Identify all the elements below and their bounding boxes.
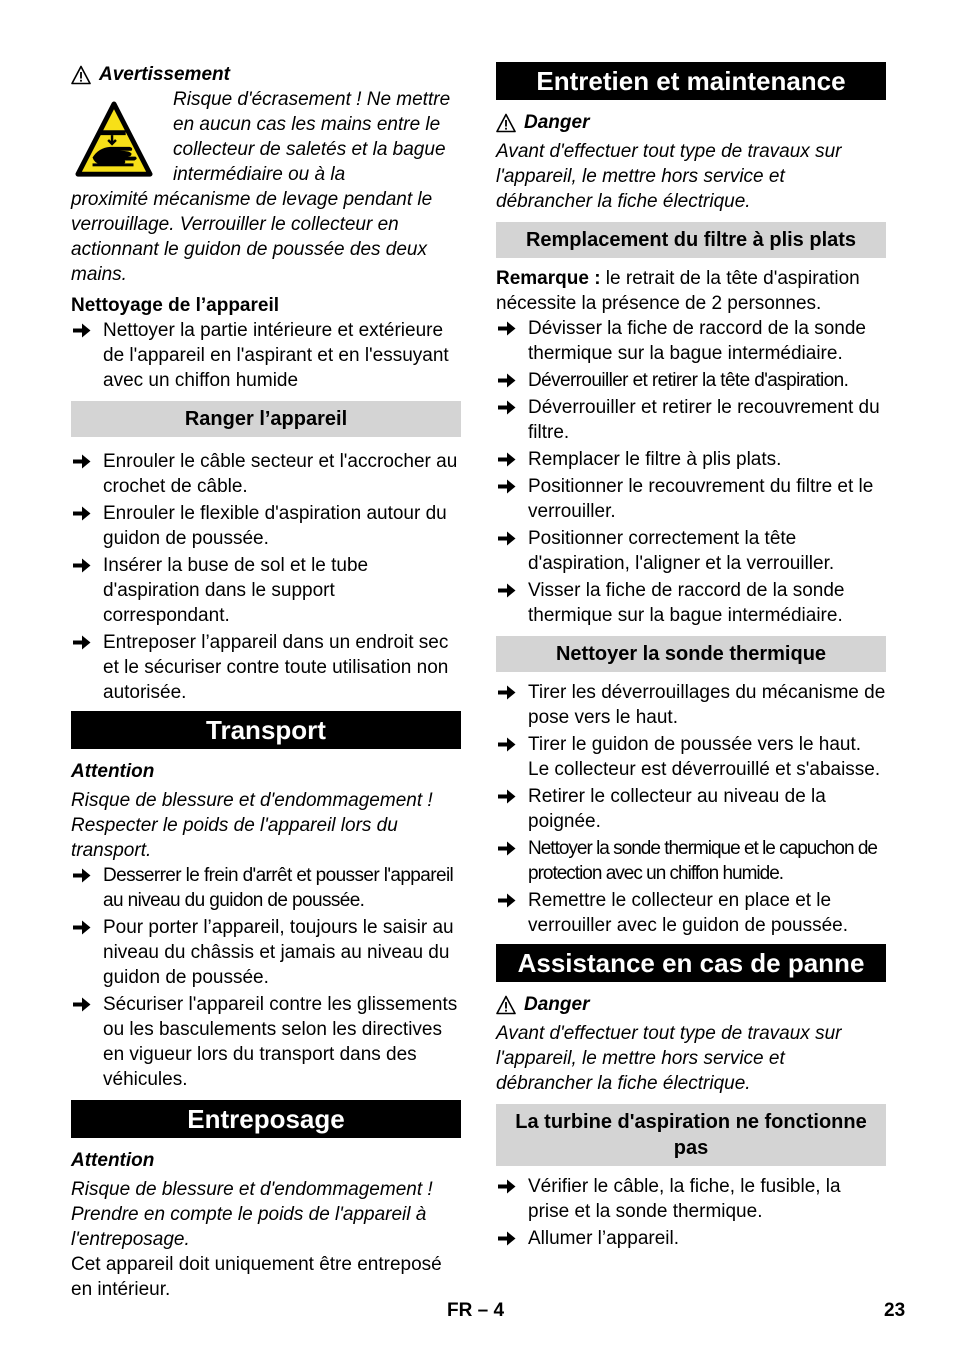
troubleshooting-danger-heading — [496, 992, 886, 1017]
arrow-icon — [498, 893, 516, 908]
transport-attention-title: Attention — [71, 761, 155, 782]
arrow-icon — [73, 920, 91, 935]
arrow-icon — [498, 841, 516, 856]
arrow-icon — [498, 1231, 516, 1246]
left-column — [71, 62, 461, 1302]
list-item: Tirer le guidon de poussée vers le haut. Le collecteur est déverrouillé et s'abaisse. — [496, 732, 886, 782]
storage-attention-text: Risque de blessure et d'endommagement ! Prendre en compte le poids de l'appareil à l'entreposage. — [71, 1179, 433, 1250]
maintenance-heading: Entretien et maintenance — [496, 62, 886, 100]
storage-text: Cet appareil doit uniquement être entreposé en intérieur. — [71, 1254, 442, 1300]
transport-heading: Transport — [71, 711, 461, 749]
arrow-icon — [498, 452, 516, 467]
maintenance-danger-text: Avant d'effectuer tout type de travaux sur l'appareil, le mettre hors service et débrancher la fiche électrique. — [496, 141, 842, 212]
probe-heading: Nettoyer la sonde thermique — [496, 636, 886, 672]
footer-section-label: FR – 4 — [447, 1300, 505, 1321]
arrow-icon — [498, 321, 516, 336]
list-item: Remettre le collecteur en place et le verrouiller avec le guidon de poussée. — [496, 888, 886, 938]
transport-attention-text: Risque de blessure et d'endommagement ! Respecter le poids de l'appareil lors du transport. — [71, 790, 433, 861]
filter-list — [496, 316, 886, 628]
list-item: Enrouler le flexible d'aspiration autour du guidon de poussée. — [71, 501, 461, 551]
warning-title: Avertissement — [99, 64, 230, 85]
filter-heading: Remplacement du filtre à plis plats — [496, 222, 886, 258]
arrow-icon — [498, 531, 516, 546]
warning-triangle-icon — [496, 113, 516, 133]
store-heading: Ranger l’appareil — [71, 401, 461, 437]
list-item: Remplacer le filtre à plis plats. — [496, 447, 886, 472]
cleaning-list — [71, 318, 461, 393]
warning-heading — [71, 62, 461, 87]
filter-note — [496, 266, 886, 316]
list-item: Nettoyer la partie intérieure et extérieure de l'appareil en l'aspirant et en l'essuyant avec un chiffon humide — [71, 318, 461, 393]
warning-text-rest: proximité mécanisme de levage pendant le verrouillage. Verrouiller le collecteur en actionnant le guidon de poussée des deux mains. — [71, 189, 433, 285]
turbine-heading: La turbine d'aspiration ne fonctionne pas — [496, 1104, 886, 1166]
list-item: Déverrouiller et retirer le recouvrement du filtre. — [496, 395, 886, 445]
list-item: Allumer l’appareil. — [496, 1226, 886, 1251]
arrow-icon — [498, 373, 516, 388]
probe-list — [496, 680, 886, 938]
store-list — [71, 449, 461, 705]
storage-attention-title: Attention — [71, 1150, 155, 1171]
danger-title: Danger — [524, 994, 590, 1015]
arrow-icon — [73, 635, 91, 650]
warning-triangle-icon — [71, 65, 91, 85]
arrow-icon — [498, 479, 516, 494]
arrow-icon — [498, 583, 516, 598]
arrow-icon — [498, 685, 516, 700]
list-item: Desserrer le frein d'arrêt et pousser l'appareil au niveau du guidon de poussée. — [71, 863, 461, 913]
arrow-icon — [498, 789, 516, 804]
troubleshooting-danger-text: Avant d'effectuer tout type de travaux sur l'appareil, le mettre hors service et débrancher la fiche électrique. — [496, 1023, 842, 1094]
note-text: le retrait de la tête d'aspiration nécessite la présence de 2 personnes. — [496, 268, 860, 314]
troubleshooting-heading: Assistance en cas de panne — [496, 944, 886, 982]
arrow-icon — [73, 506, 91, 521]
list-item: Nettoyer la sonde thermique et le capuchon de protection avec un chiffon humide. — [496, 836, 886, 886]
list-item: Positionner le recouvrement du filtre et le verrouiller. — [496, 474, 886, 524]
page-number: 23 — [884, 1300, 906, 1321]
arrow-icon — [498, 400, 516, 415]
danger-title: Danger — [524, 112, 590, 133]
note-label: Remarque : — [496, 268, 601, 289]
list-item: Vérifier le câble, la fiche, le fusible, la prise et la sonde thermique. — [496, 1174, 886, 1224]
cleaning-title: Nettoyage de l’appareil — [71, 295, 280, 316]
list-item: Visser la fiche de raccord de la sonde thermique sur la bague intermédiaire. — [496, 578, 886, 628]
warning-text-wrap: Risque d'écrasement ! Ne mettre en aucun cas les mains entre le collecteur de saletés et la bague intermédiaire ou à la — [173, 89, 451, 185]
storage-heading: Entreposage — [71, 1100, 461, 1138]
arrow-icon — [73, 323, 91, 338]
arrow-icon — [498, 1179, 516, 1194]
list-item: Insérer la buse de sol et le tube d'aspiration dans le support correspondant. — [71, 553, 461, 628]
warning-triangle-icon — [496, 995, 516, 1015]
list-item: Positionner correctement la tête d'aspiration, l'aligner et la verrouiller. — [496, 526, 886, 576]
right-column — [496, 62, 886, 1253]
list-item: Sécuriser l'appareil contre les glissements ou les basculements selon les directives en vigueur lors du transport dans des véhicules. — [71, 992, 461, 1092]
maintenance-danger-heading — [496, 110, 886, 135]
warning-block — [71, 87, 461, 287]
crush-hazard-icon — [75, 101, 153, 179]
list-item: Retirer le collecteur au niveau de la poignée. — [496, 784, 886, 834]
list-item: Pour porter l’appareil, toujours le saisir au niveau du châssis et jamais au niveau du guidon de poussée. — [71, 915, 461, 990]
turbine-list — [496, 1174, 886, 1251]
list-item: Déverrouiller et retirer la tête d'aspiration. — [496, 368, 886, 393]
list-item: Tirer les déverrouillages du mécanisme de pose vers le haut. — [496, 680, 886, 730]
arrow-icon — [498, 737, 516, 752]
arrow-icon — [73, 868, 91, 883]
arrow-icon — [73, 454, 91, 469]
list-item: Enrouler le câble secteur et l'accrocher au crochet de câble. — [71, 449, 461, 499]
arrow-icon — [73, 558, 91, 573]
transport-list — [71, 863, 461, 1092]
list-item: Entreposer l’appareil dans un endroit sec et le sécuriser contre toute utilisation non autorisée. — [71, 630, 461, 705]
list-item: Dévisser la fiche de raccord de la sonde thermique sur la bague intermédiaire. — [496, 316, 886, 366]
arrow-icon — [73, 997, 91, 1012]
